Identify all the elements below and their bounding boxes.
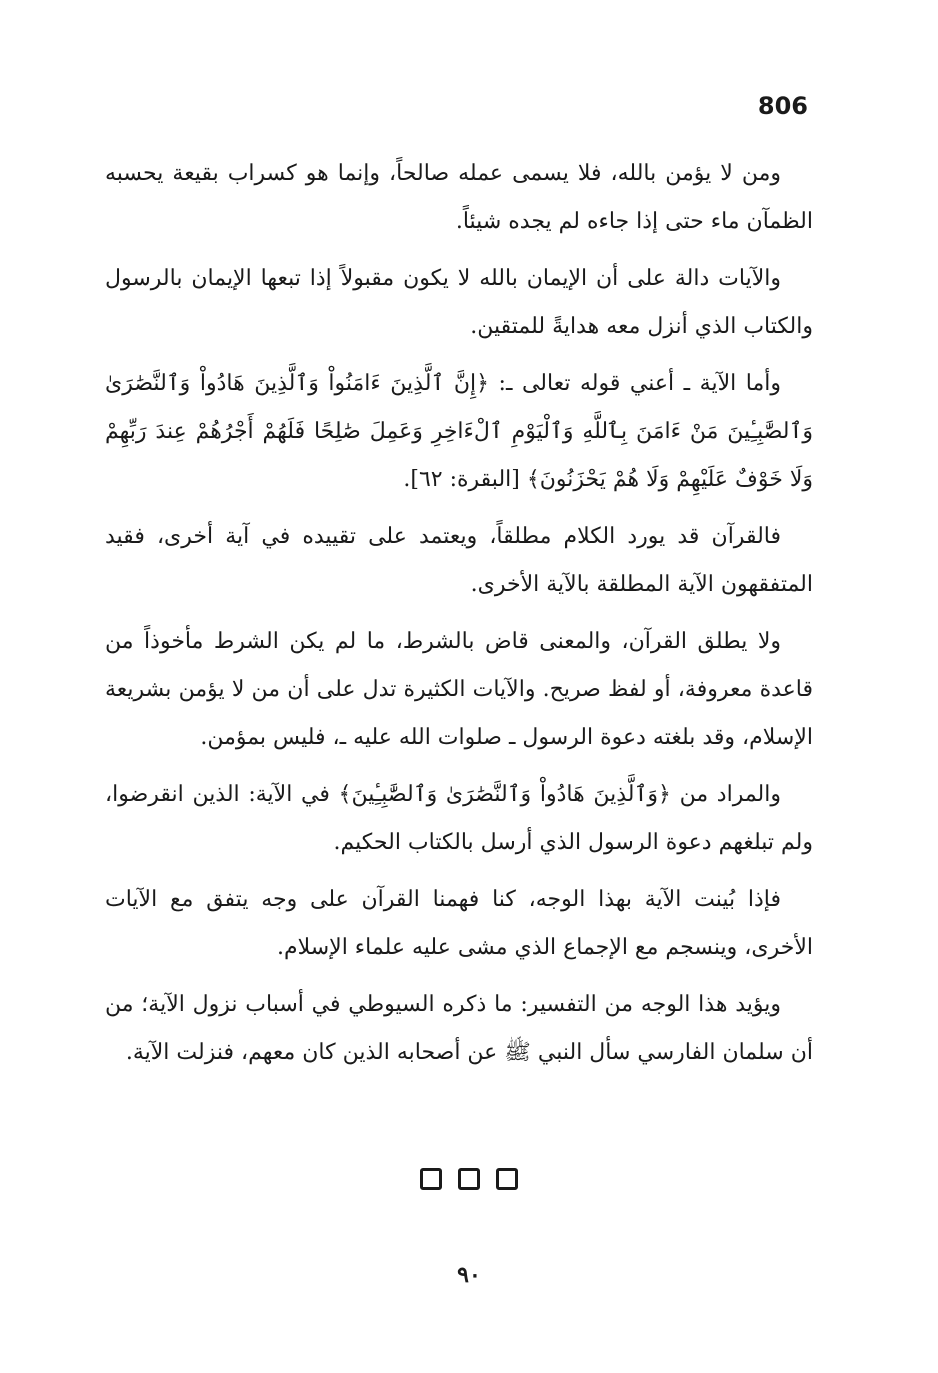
ornament-square-icon: [420, 1168, 442, 1190]
paragraph-6: والمراد من ﴿وَٱلَّذِينَ هَادُواْ وَٱلنَّصَٰرَىٰ وَٱلصَّٰبِـِٔينَ﴾ في الآية: الذين انقرضوا، ولم تبلغهم دعوة الرسول الذي أرسل بالكتاب الحكيم.: [105, 782, 813, 855]
ornament-square-icon: [496, 1168, 518, 1190]
paragraph-3: وأما الآية ـ أعني قوله تعالى ـ: ﴿إِنَّ ٱلَّذِينَ ءَامَنُواْ وَٱلَّذِينَ هَادُواْ وَٱلنَّصَٰرَىٰ وَٱلصَّٰبِـِٔينَ مَنْ ءَامَنَ بِٱللَّهِ وَٱلْيَوْمِ ٱلْءَاخِرِ وَعَمِلَ صَٰلِحًا فَلَهُمْ أَجْرُهُمْ عِندَ رَبِّهِمْ وَلَا خَوْفٌ عَلَيْهِمْ وَلَا هُمْ يَحْزَنُونَ﴾ [البقرة: ٦٢].: [105, 371, 813, 492]
paragraph-1: ومن لا يؤمن بالله، فلا يسمى عمله صالحاً، وإنما هو كسراب بقيعة يحسبه الظمآن ماء حتى إذا جاءه لم يجده شيئاً.: [105, 161, 813, 234]
ornament-square-icon: [458, 1168, 480, 1190]
top-page-number: 806: [757, 92, 808, 120]
paragraph-4: فالقرآن قد يورد الكلام مطلقاً، ويعتمد على تقييده في آية أخرى، فقيد المتفقهون الآية المطلقة بالآية الأخرى.: [105, 524, 813, 597]
paragraph-5: ولا يطلق القرآن، والمعنى قاض بالشرط، ما لم يكن الشرط مأخوذاً من قاعدة معروفة، أو لفظ صريح. والآيات الكثيرة تدل على أن من لا يؤمن بشريعة الإسلام، وقد بلغته دعوة الرسول ـ صلوات الله عليه ـ، فليس بمؤمن.: [105, 629, 813, 750]
paragraph-8: ويؤيد هذا الوجه من التفسير: ما ذكره السيوطي في أسباب نزول الآية؛ من أن سلمان الفارسي سأل النبي ﷺ عن أصحابه الذين كان معهم، فنزلت الآية.: [105, 992, 813, 1065]
section-end-ornament: [0, 1168, 938, 1190]
paragraph-7: فإذا بُينت الآية بهذا الوجه، كنا فهمنا القرآن على وجه يتفق مع الآيات الأخرى، وينسجم مع الإجماع الذي مشى عليه علماء الإسلام.: [105, 887, 813, 960]
body-text: [105, 150, 813, 1086]
paragraph-2: والآيات دالة على أن الإيمان بالله لا يكون مقبولاً إذا تبعها الإيمان بالرسول والكتاب الذي أنزل معه هدايةً للمتقين.: [105, 266, 813, 339]
bottom-page-number: ٩٠: [457, 1262, 481, 1288]
